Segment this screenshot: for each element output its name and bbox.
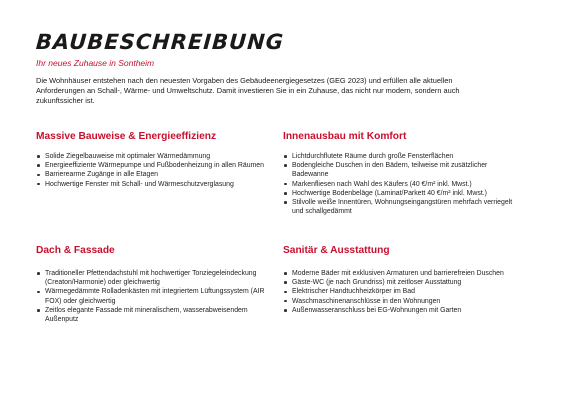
section-title: Dach & Fassade [36,245,115,256]
section-title: Massive Bauweise & Energieeffizienz [36,131,217,142]
section-title: Sanitär & Ausstattung [283,245,390,256]
list-item: Waschmaschinenanschlüsse in den Wohnungen [283,297,513,306]
list-item: Moderne Bäder mit exklusiven Armaturen und barrierefreien Duschen [283,269,513,278]
section-list [36,269,266,324]
section-list [283,152,513,216]
list-item: Energieeffiziente Wärmepumpe und Fußbodenheizung in allen Räumen [36,161,266,170]
page-title: BAUBESCHREIBUNG [35,30,285,54]
intro-paragraph: Die Wohnhäuser entstehen nach den neuesten Vorgaben des Gebäudeenergiegesetzes (GEG 2023) und erfüllen alle aktuellen Anforderungen an Schall-, Wärme- und Umweltschutz. Damit investieren Sie in ein Zuhause, das nicht nur modern, sondern auch zukunftssicher ist. [36,76,460,105]
section-list [36,152,266,189]
section-innenausbau [283,130,513,216]
list-item: Lichtdurchflutete Räume durch große Fensterflächen [283,152,513,161]
page-subtitle: Ihr neues Zuhause in Sontheim [36,58,155,68]
list-item: Stilvolle weiße Innentüren, Wohnungseingangstüren mehrfach verriegelt und schallgedämmt [283,198,513,216]
section-title: Innenausbau mit Komfort [283,131,407,142]
section-massive-bauweise [36,130,266,189]
list-item: Hochwertige Fenster mit Schall- und Wärmeschutzverglasung [36,180,266,189]
list-item: Bodengleiche Duschen in den Bädern, teilweise mit zusätzlicher Badewanne [283,161,513,179]
list-item: Solide Ziegelbauweise mit optimaler Wärmedämmung [36,152,266,161]
list-item: Barrierearme Zugänge in alle Etagen [36,170,266,179]
list-item: Hochwertige Bodenbeläge (Laminat/Parkett 40 €/m² inkl. Mwst.) [283,189,513,198]
list-item: Traditioneller Pfettendachstuhl mit hochwertiger Tonziegeleindeckung (Creaton/Harmonie) oder gleichwertig [36,269,266,287]
section-sanitaer [283,244,513,315]
list-item: Zeitlos elegante Fassade mit mineralischem, wasserabweisendem Außenputz [36,306,266,324]
list-item: Gäste-WC (je nach Grundriss) mit zeitloser Ausstattung [283,278,513,287]
list-item: Wärmegedämmte Rolladenkästen mit integriertem Lüftungssystem (AIR FOX) oder gleichwertig [36,287,266,305]
list-item: Elektrischer Handtuchheizkörper im Bad [283,287,513,296]
list-item: Markenfliesen nach Wahl des Käufers (40 €/m² inkl. Mwst.) [283,180,513,189]
document-page [35,30,536,324]
list-item: Außenwasseranschluss bei EG-Wohnungen mit Garten [283,306,513,315]
section-dach-fassade [36,244,266,324]
section-list [283,269,513,315]
